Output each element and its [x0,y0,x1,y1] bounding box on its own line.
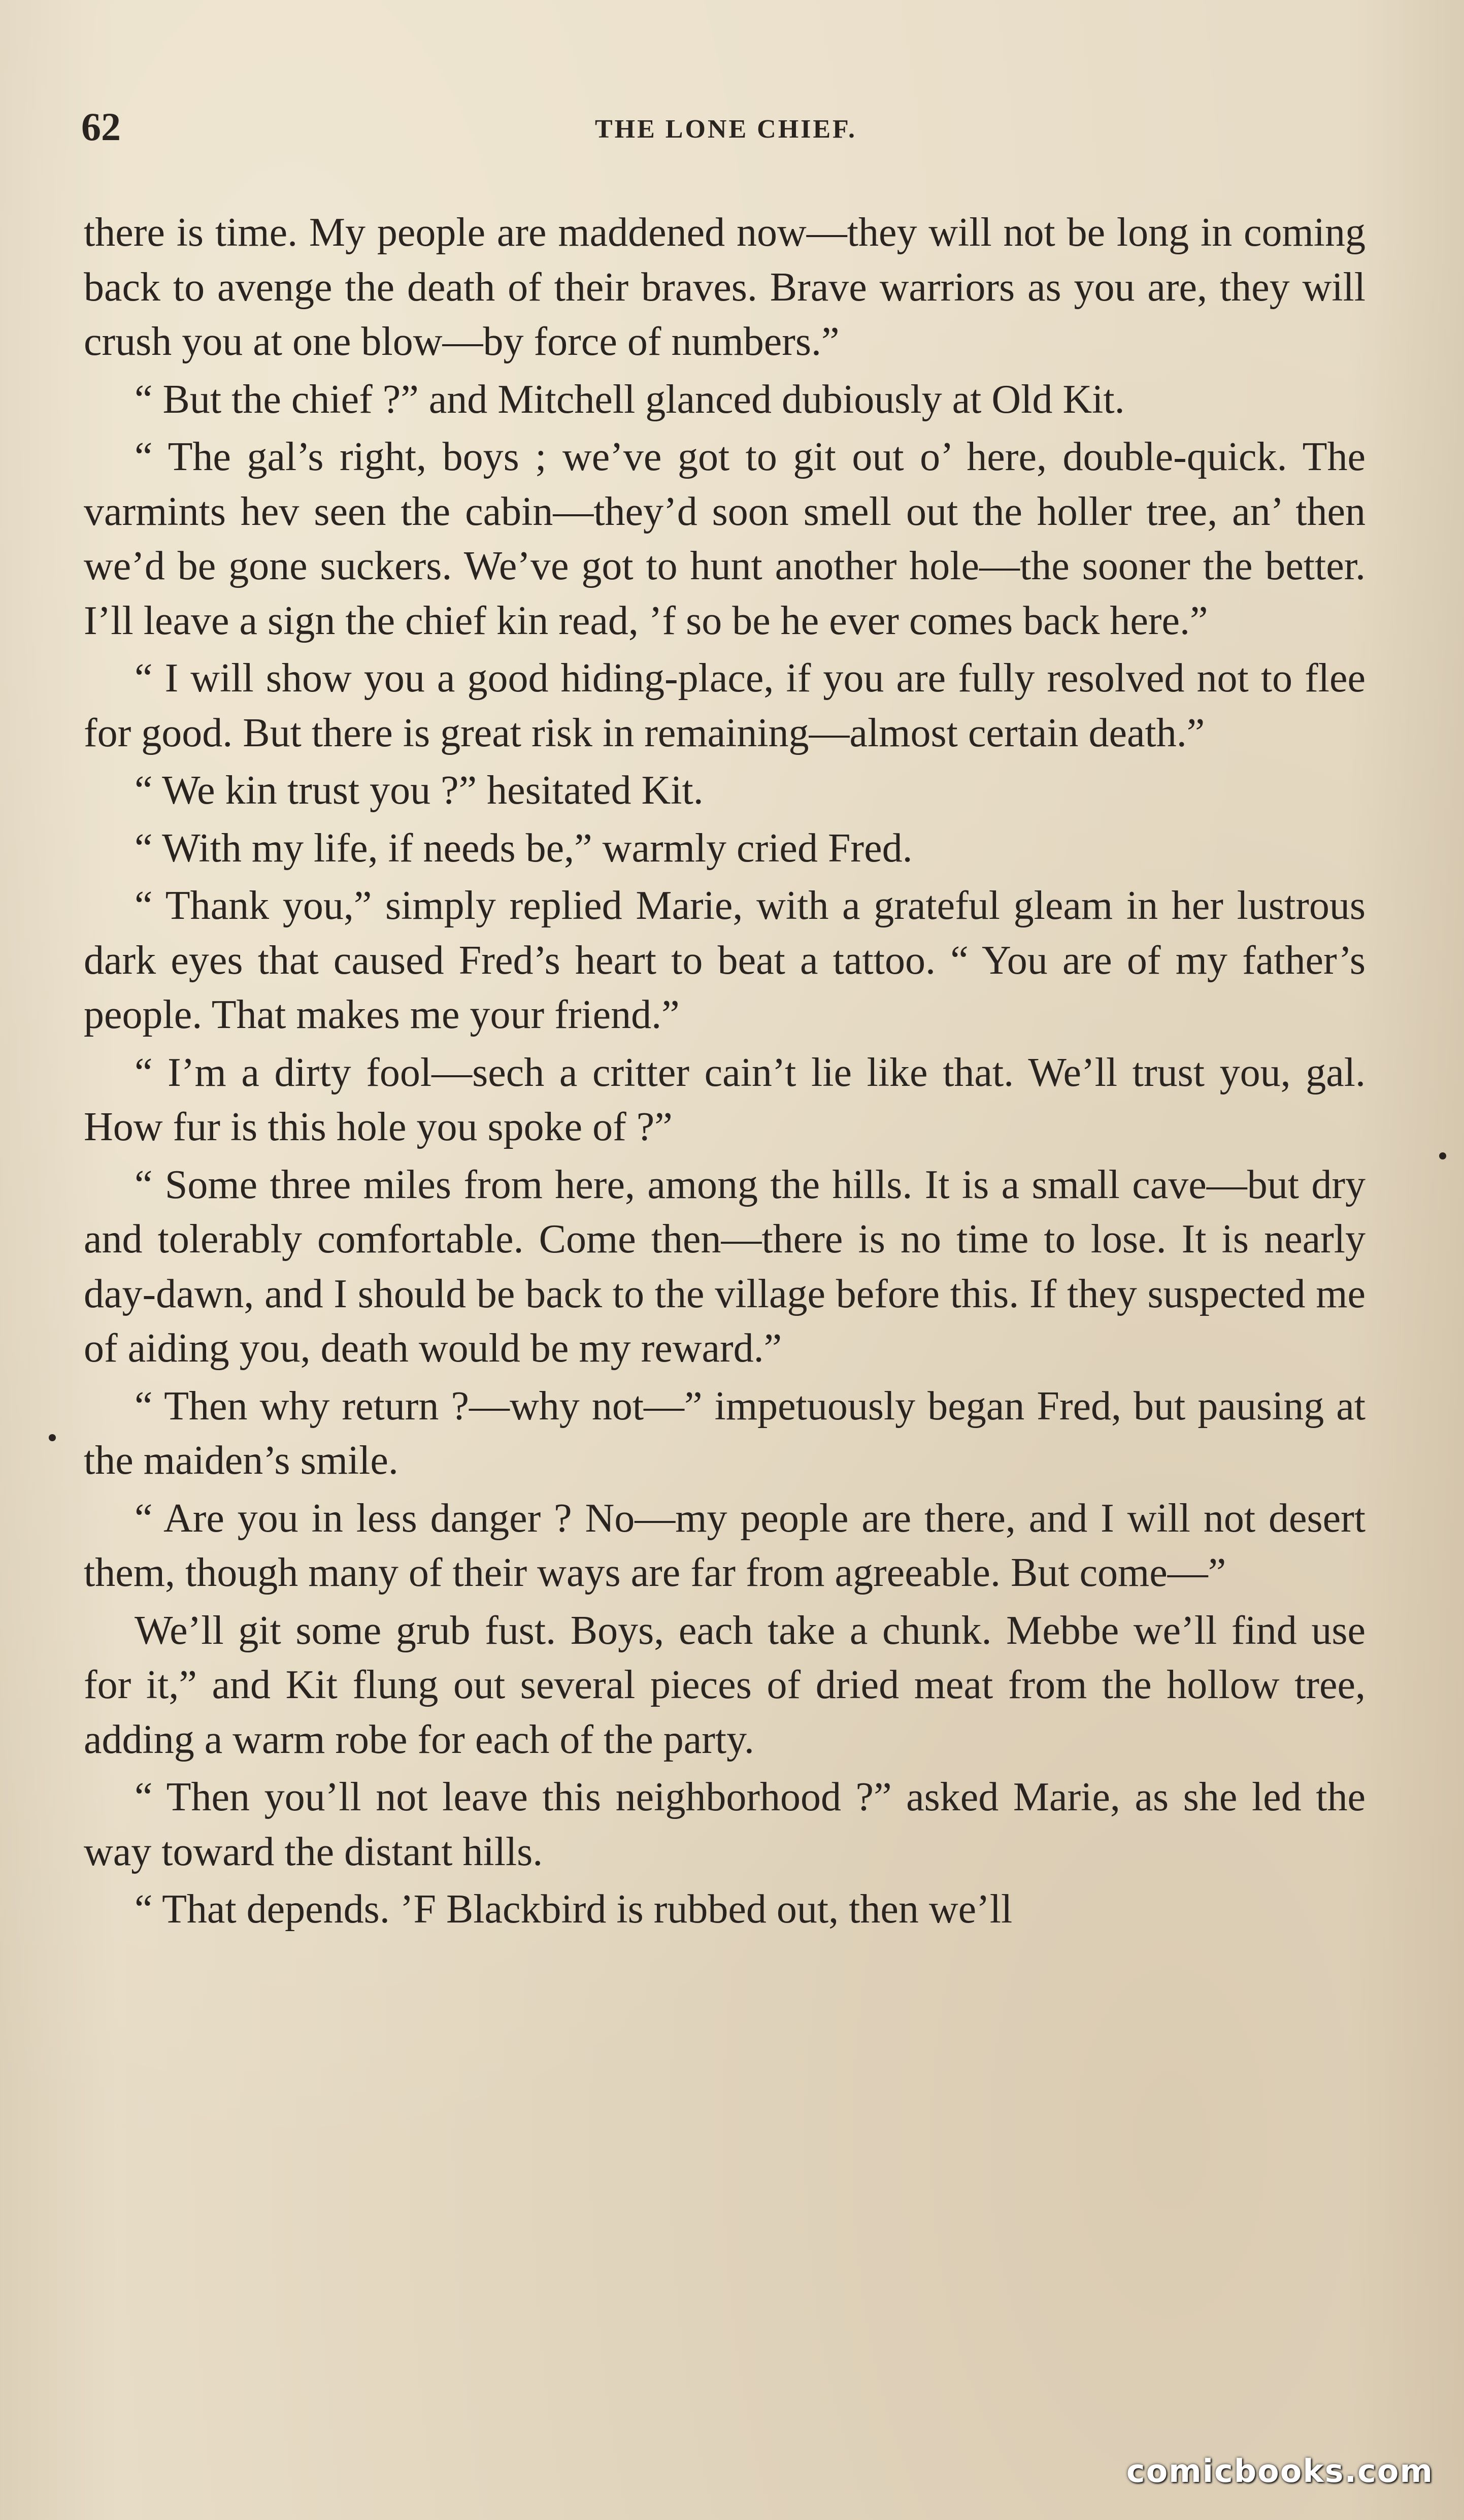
ink-speck [49,1434,56,1441]
paragraph: “ I will show you a good hiding-place, if you are fully resolved not to flee for good. But there is great risk in remaining—almost certain death.” [84,656,1366,755]
paragraph: “ That depends. ’F Blackbird is rubbed out, then we’ll [135,1887,1013,1932]
page-number: 62 [81,105,121,149]
paragraph: “ Then why return ?—why not—” impetuously began Fred, but pausing at the maiden’s smile. [84,1383,1366,1483]
paragraph: there is time. My people are maddened now—they will not be long in coming back to avenge the death of their braves. Brave warriors as you are, they will crush you at one blow—by force of numbers.” [84,210,1366,364]
paragraph: “ We kin trust you ?” hesitated Kit. [135,768,704,813]
paragraph: “ Then you’ll not leave this neighborhood ?” asked Marie, as she led the way toward the distant hills. [84,1775,1366,1874]
paragraph: We’ll git some grub fust. Boys, each take a chunk. Mebbe we’ll find use for it,” and Kit flung out several pieces of dried meat from the hollow tree, adding a warm robe for each of the party. [84,1608,1366,1762]
paragraph: “ Are you in less danger ? No—my people are there, and I will not desert them, though many of their ways are far from agreeable. But come—” [84,1496,1366,1595]
paragraph: “ With my life, if needs be,” warmly cried Fred. [135,825,913,871]
ink-speck [1439,1152,1446,1159]
paragraph: “ Some three miles from here, among the hills. It is a small cave—but dry and tolerably comfortable. Come then—there is no time to lose. It is nearly day-dawn, and I should be back to the village before this. If they suspected me of aiding you, death would be my reward.” [84,1162,1366,1371]
paragraph: “ But the chief ?” and Mitchell glanced dubiously at Old Kit. [135,377,1125,422]
paragraph: “ The gal’s right, boys ; we’ve got to git out o’ here, double-quick. The varmints hev seen the cabin—they’d soon smell out the holler tree, an’ then we’d be gone suckers. We’ve got to hunt another hole—the sooner the better. I’ll leave a sign the chief kin read, ’f so be he ever comes back here.” [84,435,1366,643]
paragraph: “ Thank you,” simply replied Marie, with a grateful gleam in her lustrous dark eyes that caused Fred’s heart to beat a tattoo. “ You are of my father’s people. That makes me your friend.” [84,883,1366,1037]
body-text [84,206,1366,1937]
paragraph: “ I’m a dirty fool—sech a critter cain’t lie like that. We’ll trust you, gal. How fur is this hole you spoke of ?” [84,1050,1366,1149]
watermark: comicbooks.com [1126,2452,1434,2490]
running-head: THE LONE CHIEF. [594,115,857,144]
page-header [81,104,1371,160]
